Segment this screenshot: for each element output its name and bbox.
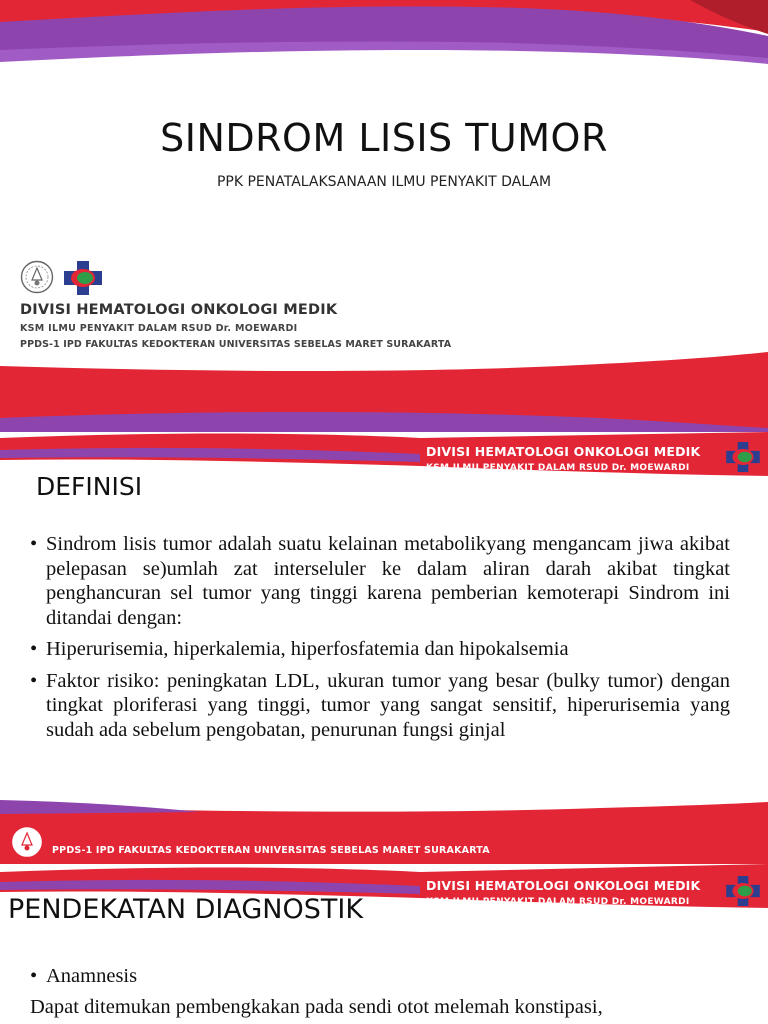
- definition-content: [30, 532, 730, 749]
- bullet-icon: •: [30, 965, 38, 987]
- university-logo-icon: [20, 260, 54, 294]
- slide-title: [0, 0, 768, 432]
- slide-diagnostic: [0, 864, 768, 1024]
- list-item: • Anamnesis: [30, 965, 138, 987]
- bullet-icon: •: [30, 669, 38, 692]
- bottom-wave-decoration: [0, 352, 768, 432]
- division-name: DIVISI HEMATOLOGI ONKOLOGI MEDIK: [20, 302, 338, 318]
- slide-subtitle-text: PPK PENATALAKSANAAN ILMU PENYAKIT DALAM: [216, 174, 552, 190]
- section-heading: DEFINISI: [36, 472, 143, 501]
- university-logo-icon: [10, 825, 44, 859]
- slide-definition: [0, 432, 768, 864]
- faculty-name: PPDS-1 IPD FAKULTAS KEDOKTERAN UNIVERSITAS SEBELAS MARET SURAKARTA: [20, 339, 452, 350]
- list-item: • Hiperurisemia, hiperkalemia, hiperfosfatemia dan hipokalsemia: [30, 638, 569, 660]
- section-heading: PENDEKATAN DIAGNOSTIK: [8, 894, 364, 925]
- list-item: • Faktor risiko: peningkatan LDL, ukuran tumor yang besar (bulky tumor) dengan tingkat ploriferasi yang tinggi, tumor yang sangat sensitif, hiperurisemia yang sudah ada sebelum pengobatan, penurunan fungsi ginjal: [30, 669, 730, 741]
- top-wave-decoration: [0, 0, 768, 110]
- diagnostic-content: [30, 964, 730, 1019]
- hospital-logo-icon: [726, 876, 760, 906]
- hospital-logo-icon: [64, 261, 102, 295]
- bullet-icon: •: [30, 533, 38, 555]
- hospital-logo-icon: [726, 442, 760, 472]
- header-department-name: KSM ILMU PENYAKIT DALAM RSUD Dr. MOEWARDI: [426, 897, 690, 907]
- slide-title-text: SINDROM LISIS TUMOR: [160, 116, 608, 160]
- list-item: • Sindrom lisis tumor adalah suatu kelainan metabolikyang mengancam jiwa akibat pelepasan se)umlah zat interseluler ke dalam aliran darah akibat tingkat penghancuran sel tumor yang tinggi karena pemberian kemoterapi Sindrom ini ditandai dengan:: [30, 533, 730, 629]
- footer-faculty-name: PPDS-1 IPD FAKULTAS KEDOKTERAN UNIVERSITAS SEBELAS MARET SURAKARTA: [52, 845, 490, 856]
- header-division-name: DIVISI HEMATOLOGI ONKOLOGI MEDIK: [426, 878, 701, 893]
- bullet-icon: •: [30, 638, 38, 660]
- paragraph-text: Dapat ditemukan pembengkakan pada sendi otot melemah konstipasi,: [30, 995, 603, 1018]
- department-name: KSM ILMU PENYAKIT DALAM RSUD Dr. MOEWARDI: [20, 323, 298, 334]
- header-division-name: DIVISI HEMATOLOGI ONKOLOGI MEDIK: [426, 444, 701, 459]
- header-department-name: KSM ILMU PENYAKIT DALAM RSUD Dr. MOEWARDI: [426, 463, 690, 473]
